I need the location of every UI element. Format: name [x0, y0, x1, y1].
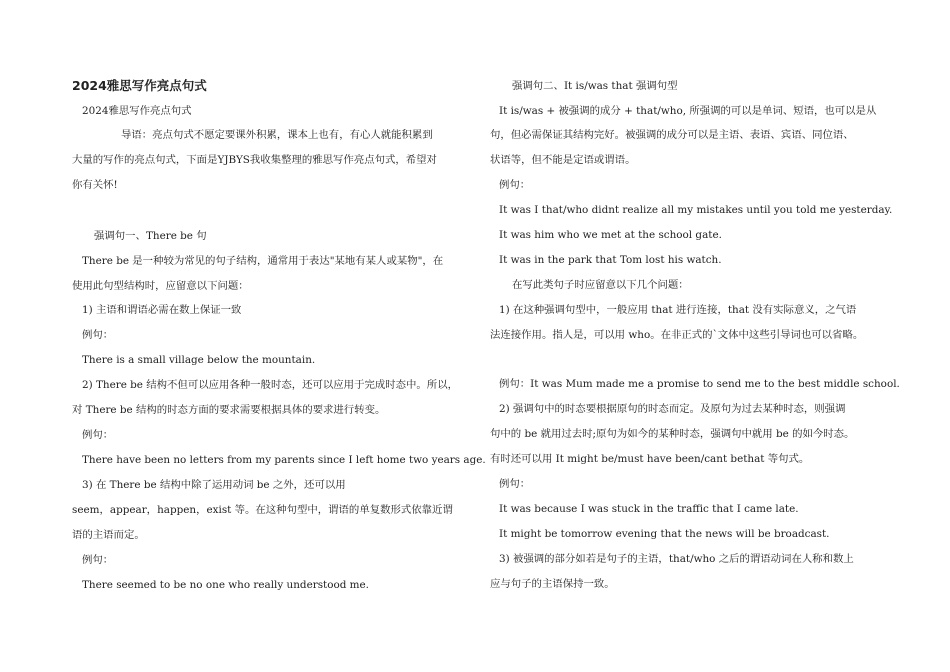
example-sentence: It was I that/who didnt realize all my mistakes until you told me yesterday.: [499, 204, 893, 216]
point-line: seem，appear，happen，exist 等。在这种句型中，谓语的单复数形式依靠近谓: [72, 504, 453, 516]
example-label: 例句：: [82, 429, 114, 441]
example-sentence: It might be tomorrow evening that the news will be broadcast.: [499, 528, 830, 540]
intro-line: 大量的写作的亮点句式，下面是YJBYS我收集整理的雅思写作亮点句式，希望对: [72, 154, 437, 166]
section-heading: 强调句二、It is/was that 强调句型: [512, 80, 678, 92]
point-line: 应与句子的主语保持一致。: [490, 578, 615, 590]
point-line: 有时还可以用 It might be/must have been/cant bethat 等句式。: [490, 453, 810, 465]
paragraph-line: It is/was + 被强调的成分 + that/who, 所强调的可以是单词、短语，也可以是从: [499, 105, 877, 117]
paragraph-line: 句，但必需保证其结构完好。被强调的成分可以是主语、表语、宾语、同位语、: [490, 129, 854, 141]
point-line: 3) 在 There be 结构中除了运用动词 be 之外，还可以用: [82, 479, 346, 491]
document-subtitle: 2024雅思写作亮点句式: [82, 105, 192, 117]
intro-line: 导语：亮点句式不愿定要课外积累，课本上也有，有心人就能积累到: [121, 129, 433, 141]
document-title: 2024雅思写作亮点句式: [72, 78, 207, 93]
example-label: 例句：: [82, 554, 114, 566]
example-sentence: It was because I was stuck in the traffic that I came late.: [499, 503, 799, 515]
point-line: 2) 强调句中的时态要根据原句的时态而定。及原句为过去某种时态，则强调: [499, 403, 846, 415]
example-sentence: 例句：It was Mum made me a promise to send me to the best middle school.: [499, 378, 900, 390]
example-sentence: It was in the park that Tom lost his watch.: [499, 254, 722, 266]
point-line: 1) 在这种强调句型中，一般应用 that 进行连接，that 没有实际意义，之气语: [499, 304, 857, 316]
point-line: 语的主语而定。: [72, 529, 145, 541]
point-line: 对 There be 结构的时态方面的要求需要根据具体的要求进行转变。: [72, 404, 386, 416]
example-label: 例句：: [82, 329, 114, 341]
example-sentence: There seemed to be no one who really understood me.: [82, 579, 369, 591]
note-heading: 在写此类句子时应留意以下几个问题：: [512, 279, 689, 291]
paragraph-line: 状语等，但不能是定语或谓语。: [490, 154, 636, 166]
point-line: 法连接作用。指人是，可以用 who。在非正式的`文体中这些引导词也可以省略。: [490, 329, 864, 341]
example-label: 例句：: [499, 179, 531, 191]
example-label: 例句：: [499, 478, 531, 490]
point-line: 3) 被强调的部分如若是句子的主语，that/who 之后的谓语动词在人称和数上: [499, 553, 854, 565]
point-line: 句中的 be 就用过去时;原句为如今的某种时态，强调句中就用 be 的如今时态。: [490, 428, 855, 440]
example-sentence: There is a small village below the mountain.: [82, 354, 316, 366]
intro-line: 你有关怀!: [72, 179, 118, 191]
paragraph-line: There be 是一种较为常见的句子结构，通常用于表达"某地有某人或某物"，在: [82, 255, 444, 267]
point-line: 2) There be 结构不但可以应用各种一般时态，还可以应用于完成时态中。所以，: [82, 379, 458, 391]
paragraph-line: 使用此句型结构时，应留意以下问题：: [72, 280, 249, 292]
point-line: 1) 主语和谓语必需在数上保证一致: [82, 304, 242, 316]
example-sentence: It was him who we met at the school gate.: [499, 229, 722, 241]
example-sentence: There have been no letters from my parents since I left home two years age.: [82, 454, 486, 466]
section-heading: 强调句一、There be 句: [94, 230, 207, 242]
